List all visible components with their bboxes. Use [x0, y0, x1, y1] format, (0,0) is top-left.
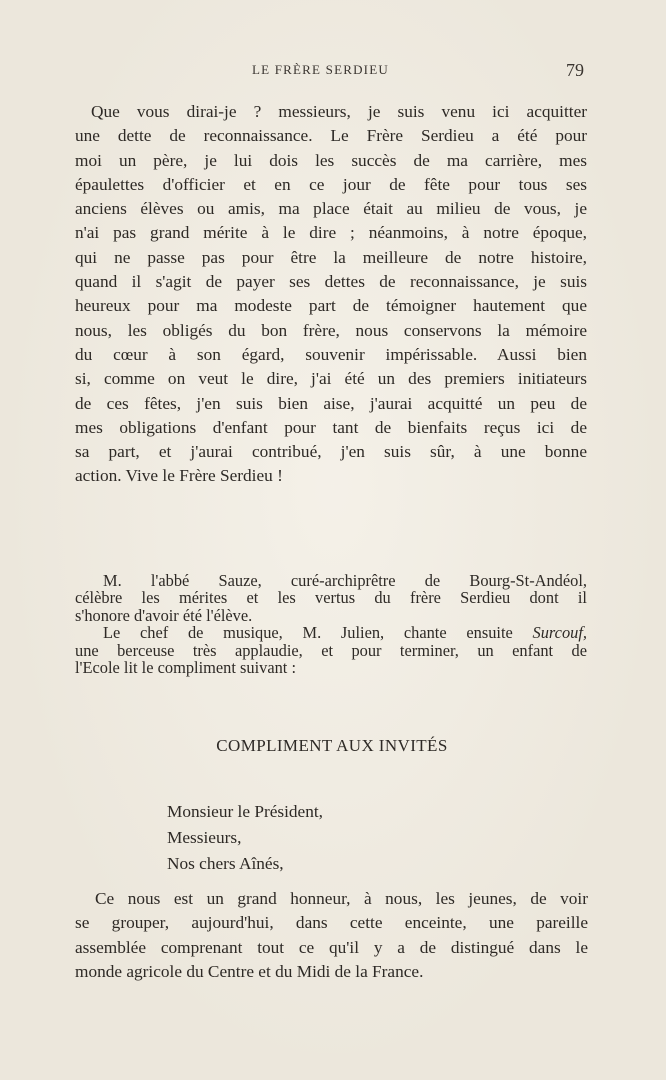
text-line: qui ne passe pas pour être la meilleure de notre histoire,	[75, 247, 587, 267]
text-line: si, comme on veut le dire, j'ai été un des premiers initiateurs	[75, 369, 587, 389]
text-line: du cœur à son égard, souvenir impérissable. Aussi bien	[75, 344, 587, 364]
text-line: nous, les obligés du bon frère, nous conservons la mémoire	[75, 320, 587, 340]
text-line: mes obligations d'enfant pour tant de bienfaits reçus ici de	[75, 417, 587, 437]
section-heading	[0, 736, 666, 756]
text-line: heureux pour ma modeste part de témoigner hautement que	[75, 296, 587, 316]
running-head	[0, 62, 666, 82]
text-line: M. l'abbé Sauze, curé-archiprêtre de Bourg-St-Andéol,	[103, 571, 587, 590]
narration-paragraph	[75, 572, 587, 676]
text-line: Ce nous est un grand honneur, à nous, les jeunes, de voir	[95, 889, 588, 908]
text-line: action. Vive le Frère Serdieu !	[75, 466, 283, 486]
text-line: Que vous dirai-je ? messieurs, je suis venu ici acquitter	[91, 102, 587, 121]
text-line: épaulettes d'officier et en ce jour de fête pour tous ses	[75, 174, 587, 194]
text-line: une berceuse très applaudie, et pour terminer, un enfant de	[75, 640, 587, 660]
salutation-block	[167, 799, 323, 877]
text-line: se grouper, aujourd'hui, dans cette enceinte, une pareille	[75, 913, 588, 933]
text-line: quand il s'agit de payer ses dettes de reconnaissance, je suis	[75, 272, 587, 292]
salutation-line: Messieurs,	[167, 828, 242, 847]
text-line: anciens élèves ou amis, ma place était au milieu de vous, je	[75, 199, 587, 219]
text-line: l'Ecole lit le compliment suivant :	[75, 658, 296, 678]
song-title: Surcouf,	[532, 623, 587, 643]
running-title: LE FRÈRE SERDIEU	[252, 62, 389, 77]
text-line: s'honore d'avoir été l'élève.	[75, 605, 253, 625]
salutation-line: Nos chers Aînés,	[167, 854, 284, 873]
section-heading-text: COMPLIMENT AUX INVITÉS	[216, 736, 448, 755]
text-line: moi un père, je lui dois les succès de ma carrière, mes	[75, 150, 587, 170]
text-line	[75, 624, 587, 641]
text-line: monde agricole du Centre et du Midi de la France.	[75, 961, 424, 981]
text-line: de ces fêtes, j'en suis bien aise, j'aurai acquitté un peu de	[75, 393, 587, 413]
speech-paragraph	[75, 100, 587, 489]
page-number: 79	[566, 60, 584, 80]
salutation-line: Monsieur le Président,	[167, 802, 323, 821]
text-line: n'ai pas grand mérite à le dire ; néanmoins, à notre époque,	[75, 223, 587, 243]
compliment-paragraph	[75, 887, 588, 984]
text-run: Le chef de musique, M. Julien, chante ensuite	[103, 623, 533, 643]
text-line: célèbre les mérites et les vertus du frère Serdieu dont il	[75, 588, 587, 608]
text-line: une dette de reconnaissance. Le Frère Serdieu a été pour	[75, 126, 587, 146]
text-line: sa part, et j'aurai contribué, j'en suis sûr, à une bonne	[75, 442, 587, 462]
text-line: assemblée comprenant tout ce qu'il y a de distingué dans le	[75, 937, 588, 957]
